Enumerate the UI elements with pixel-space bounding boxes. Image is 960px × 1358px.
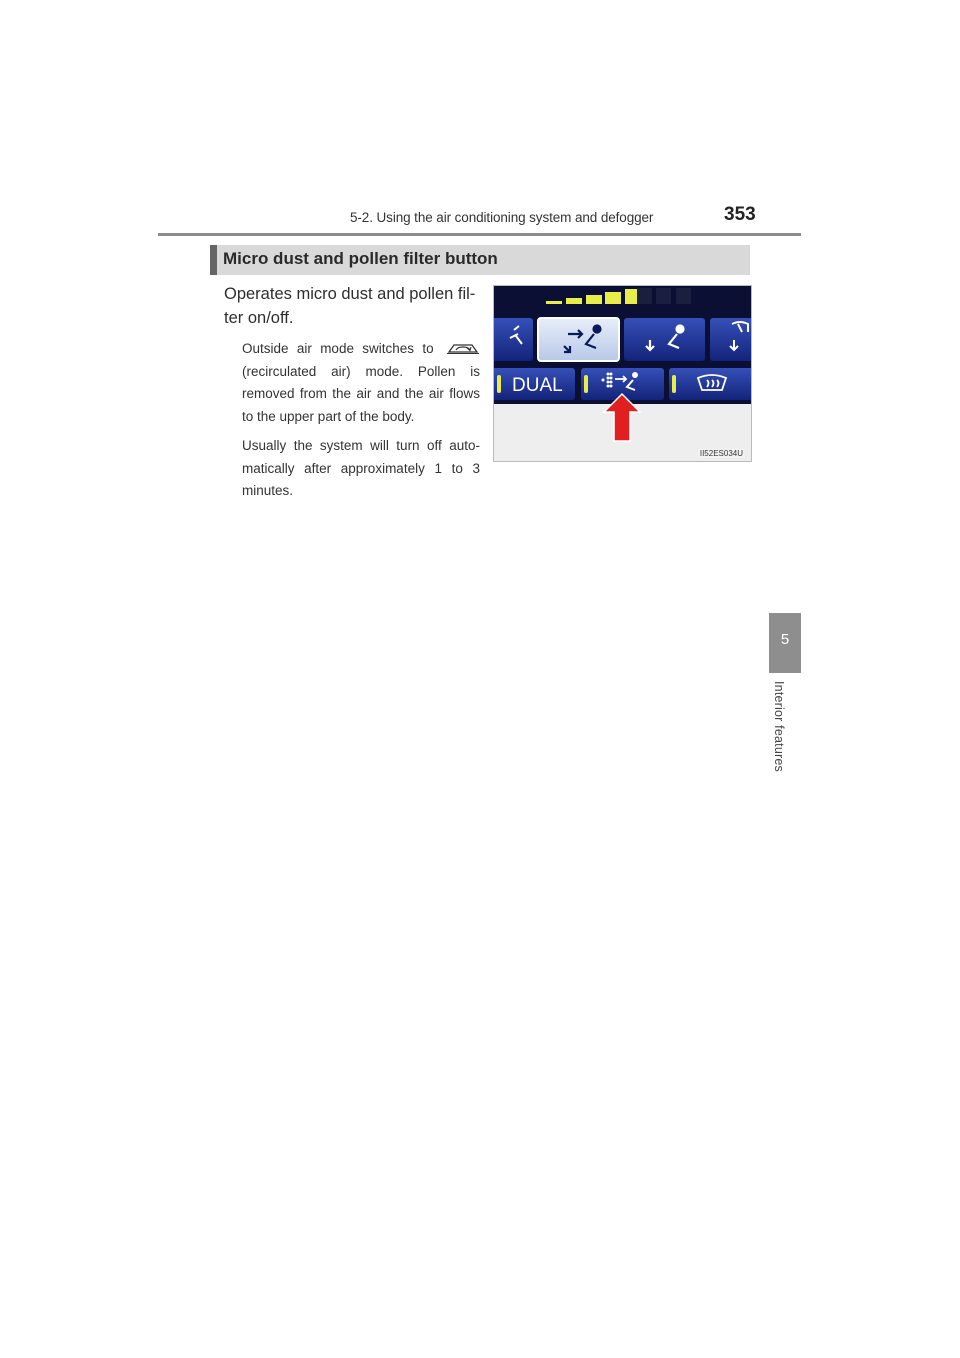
note1-text-after: (recirculated air) mode. Pollen is removed from the air and the air flows to the upper part of the body. <box>242 363 480 424</box>
image-reference-code: II52ES034U <box>699 449 743 458</box>
windshield-defroster-button[interactable] <box>669 368 751 400</box>
note1-text-before: Outside air mode switches to <box>242 341 434 356</box>
dual-button[interactable] <box>494 368 575 400</box>
recirculated-air-icon <box>446 341 480 355</box>
dual-label: DUAL <box>512 375 563 396</box>
section-heading-bar <box>210 245 750 275</box>
section-heading-marker <box>210 245 217 275</box>
lead-paragraph: Operates micro dust and pollen fil- ter on/off. <box>224 285 476 327</box>
climate-panel-illustration <box>493 285 752 462</box>
chapter-label: Interior features <box>772 681 786 772</box>
page-number: 353 <box>724 204 756 225</box>
chapter-number: 5 <box>780 631 790 648</box>
header-rule <box>158 233 801 236</box>
mode-button-left-partial[interactable] <box>494 318 533 361</box>
note-auto-off: Usually the system will turn off auto- matically after approximately 1 to 3 minutes. <box>242 438 480 498</box>
feet-airflow-button[interactable] <box>624 318 705 361</box>
chapter-tab <box>769 613 801 673</box>
note-recirculation <box>242 338 480 428</box>
climate-panel-graphic <box>494 286 751 461</box>
defrost-feet-button[interactable] <box>710 318 751 361</box>
running-header-title: 5-2. Using the air conditioning system and defogger <box>350 210 654 225</box>
face-feet-airflow-button[interactable] <box>538 318 619 361</box>
section-title: Micro dust and pollen filter button <box>223 249 498 268</box>
